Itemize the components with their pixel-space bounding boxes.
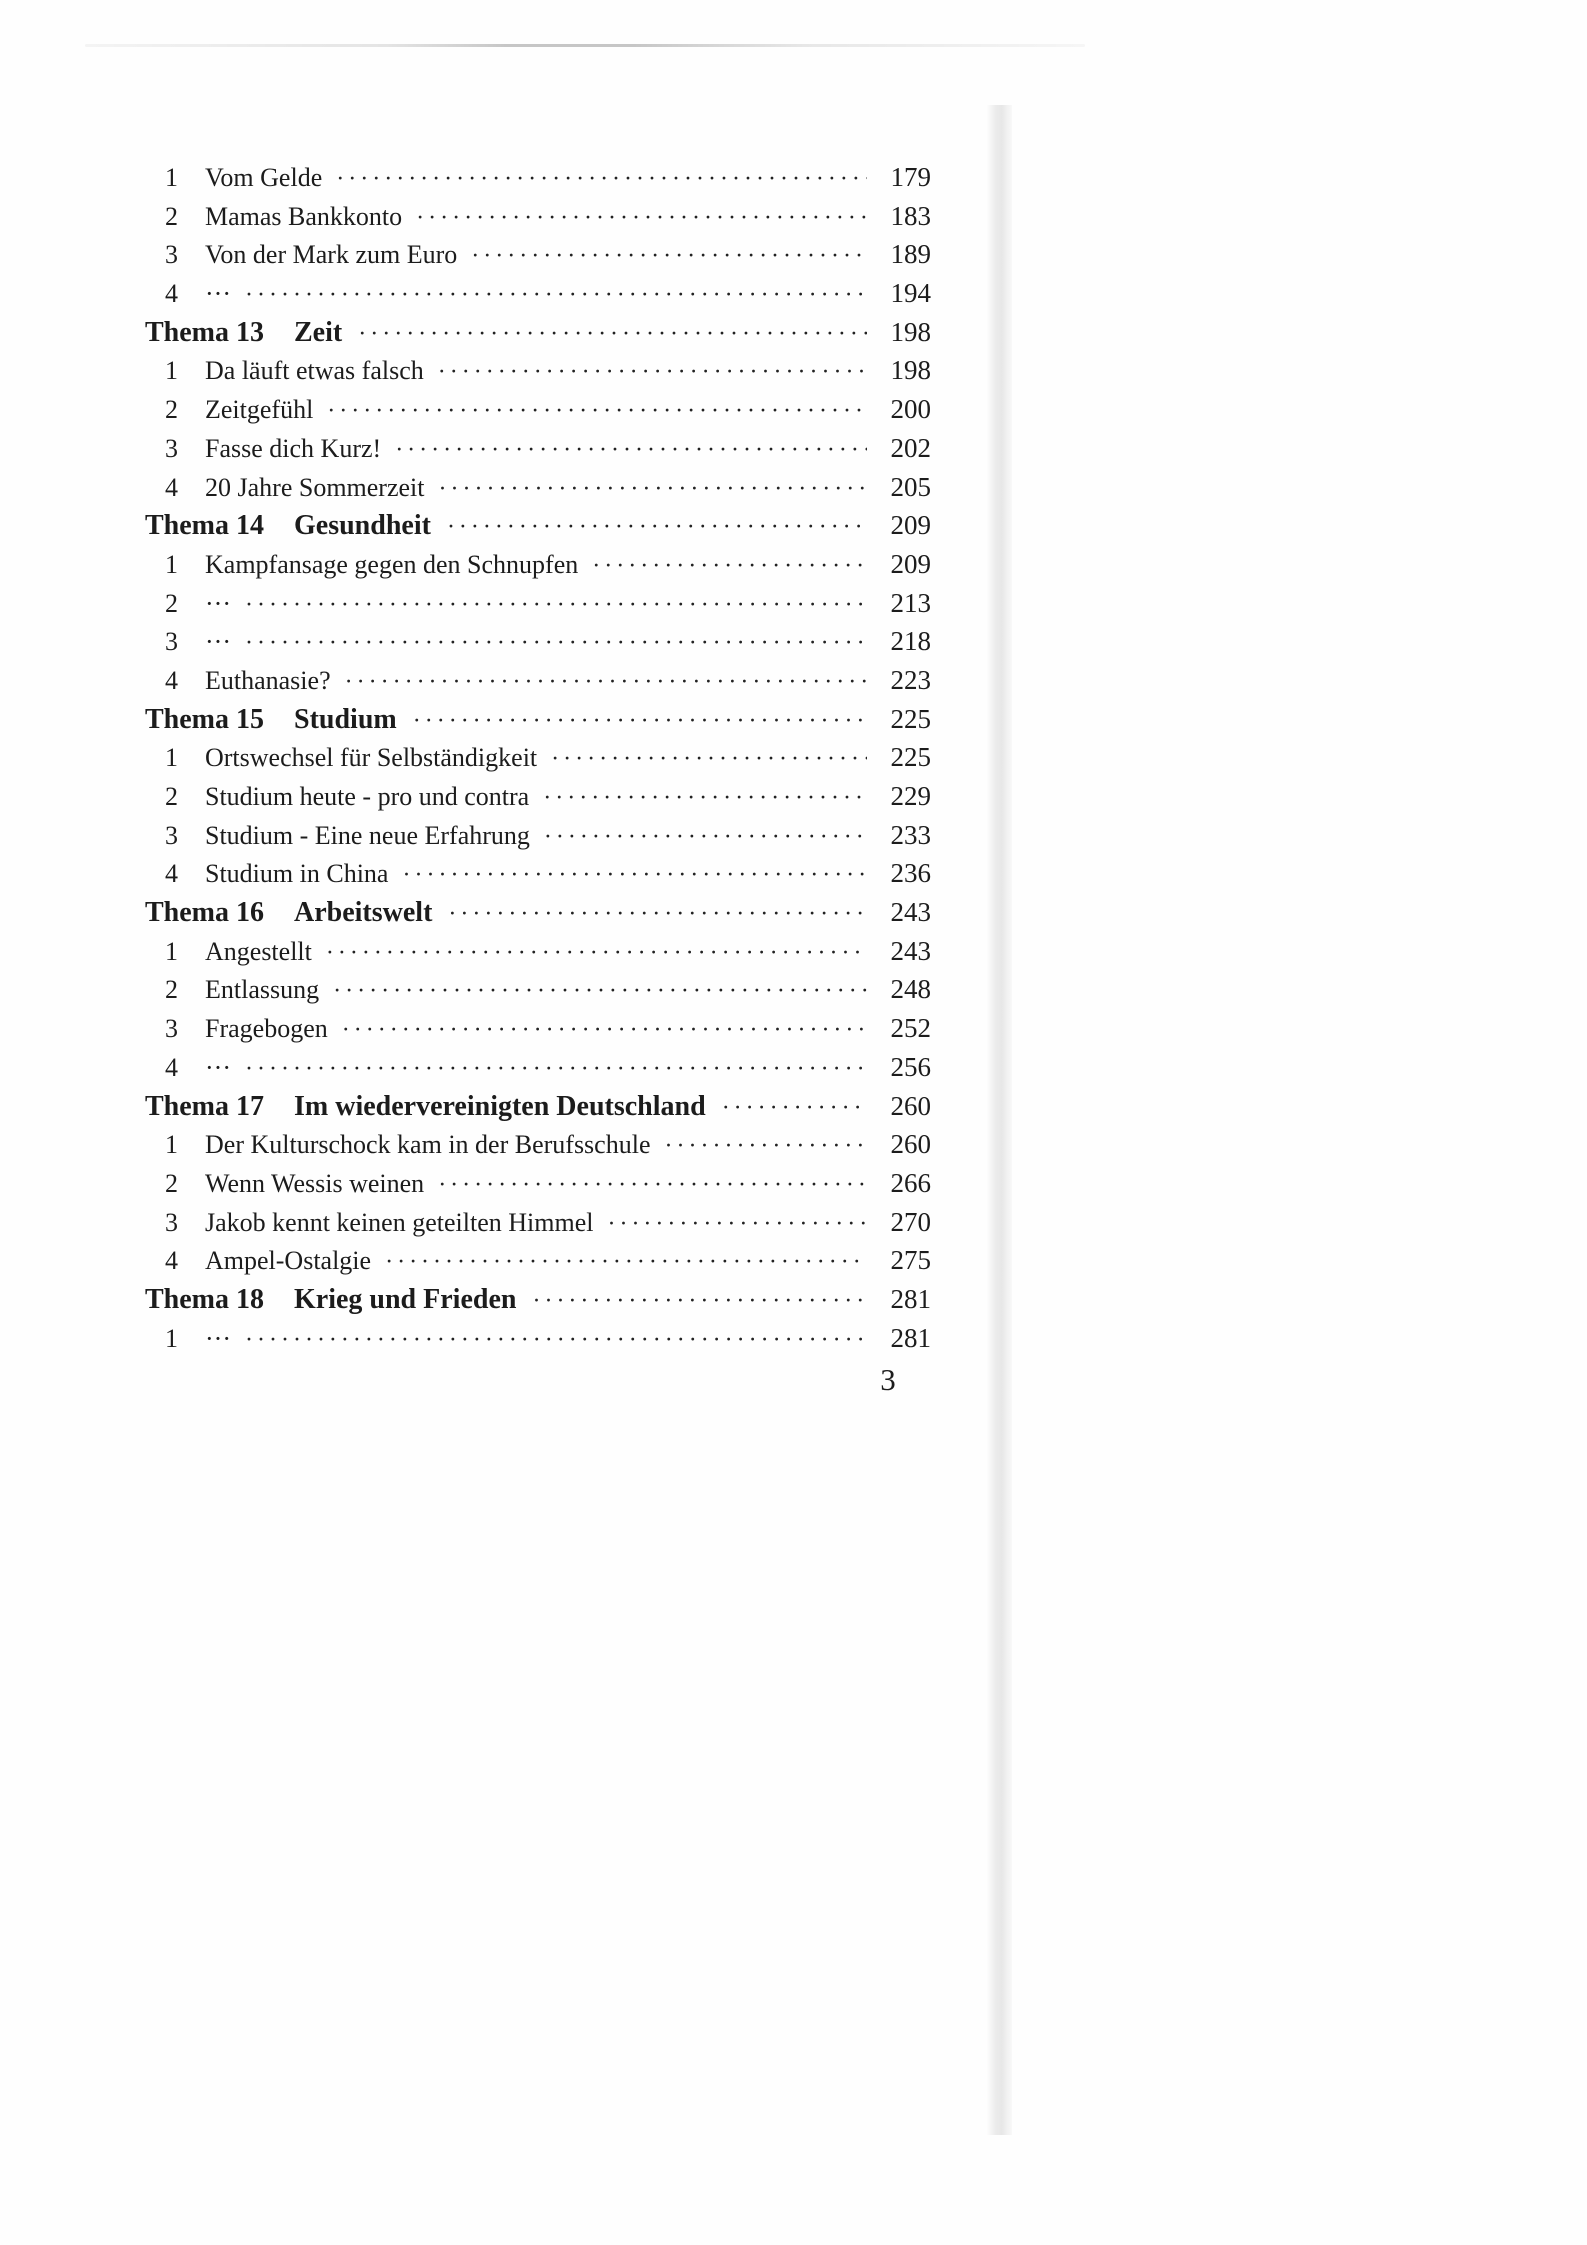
entry-page: 223 [890, 664, 931, 695]
toc-item-row [145, 1164, 931, 1203]
dot-leader [448, 895, 867, 934]
toc-thema-row [145, 1087, 931, 1126]
entry-page: 281 [890, 1322, 931, 1353]
dot-leader [345, 663, 867, 702]
entry-number: 3 [165, 433, 178, 463]
dot-leader [385, 1243, 867, 1282]
entry-title: Gesundheit [294, 510, 431, 542]
entry-title: Fasse dich Kurz! [205, 433, 382, 463]
entry-title: Krieg und Frieden [294, 1283, 517, 1315]
dot-leader [245, 586, 867, 625]
entry-page: 209 [890, 548, 931, 579]
entry-number: 3 [165, 1014, 178, 1044]
entry-page: 218 [890, 626, 931, 657]
entry-page: 256 [890, 1051, 931, 1082]
entry-number: Thema 14 [145, 510, 264, 542]
entry-number: 2 [165, 395, 178, 425]
toc-thema-row [145, 313, 931, 352]
dot-leader [245, 1321, 867, 1360]
entry-title: Angestellt [205, 936, 312, 966]
dot-leader [447, 508, 867, 547]
entry-number: Thema 16 [145, 897, 264, 929]
toc-thema-row [145, 893, 931, 932]
toc-item-row [145, 158, 931, 197]
toc-item-row [145, 1203, 931, 1242]
entry-page: 248 [890, 974, 931, 1005]
dot-leader [722, 1089, 867, 1128]
dot-leader [245, 1050, 867, 1089]
entry-page: 260 [890, 1129, 931, 1160]
entry-page: 213 [890, 587, 931, 618]
entry-title: Studium heute - pro und contra [205, 782, 530, 811]
entry-number: 1 [165, 936, 178, 966]
entry-number: 2 [165, 1168, 178, 1198]
entry-page: 281 [890, 1283, 931, 1314]
entry-number: 3 [165, 820, 178, 850]
toc-item-row [145, 777, 931, 816]
entry-title: Im wiedervereinigten Deutschland [294, 1090, 706, 1122]
entry-number: Thema 15 [145, 703, 264, 735]
toc-item-row [145, 390, 931, 429]
dot-leader [544, 818, 867, 857]
entry-page: 252 [890, 1013, 931, 1044]
entry-page: 266 [890, 1167, 931, 1198]
dot-leader [413, 702, 867, 741]
entry-page: 225 [890, 703, 931, 734]
dot-leader [664, 1127, 867, 1166]
entry-number: Thema 18 [145, 1283, 264, 1315]
entry-number: Thema 13 [145, 316, 264, 348]
dot-leader [326, 934, 867, 973]
entry-page: 236 [890, 858, 931, 889]
entry-number: 4 [165, 1052, 178, 1082]
entry-title: Ampel-Ostalgie [205, 1246, 372, 1276]
entry-title: Wenn Wessis weinen [205, 1168, 425, 1198]
entry-number: Thema 17 [145, 1090, 264, 1122]
entry-title: ··· [205, 588, 231, 618]
dot-leader [342, 1011, 867, 1050]
dot-leader [471, 237, 867, 276]
entry-page: 225 [890, 742, 931, 773]
entry-page: 270 [890, 1206, 931, 1237]
toc-item-row [145, 1048, 931, 1087]
entry-page: 202 [890, 432, 931, 463]
entry-page: 198 [890, 355, 931, 386]
entry-page: 260 [890, 1090, 931, 1121]
toc-item-row [145, 854, 931, 893]
dot-leader [607, 1205, 867, 1244]
dot-leader [336, 160, 867, 199]
entry-page: 275 [890, 1245, 931, 1276]
dot-leader [358, 315, 867, 354]
entry-number: 2 [165, 201, 178, 231]
entry-number: 1 [165, 356, 178, 386]
entry-number: 1 [165, 549, 178, 579]
toc-list [145, 158, 931, 1357]
toc-item-row [145, 738, 931, 777]
toc-item-row [145, 351, 931, 390]
dot-leader [439, 470, 868, 509]
toc-thema-row [145, 1280, 931, 1319]
toc-item-row [145, 1125, 931, 1164]
entry-page: 179 [890, 162, 931, 192]
dot-leader [245, 276, 867, 315]
entry-number: 1 [165, 743, 178, 773]
entry-page: 194 [890, 278, 931, 309]
toc-item-row [145, 932, 931, 971]
entry-number: 4 [165, 665, 178, 695]
dot-leader [327, 392, 867, 431]
dot-leader [532, 1282, 867, 1321]
entry-title: Euthanasie? [205, 665, 331, 695]
entry-number: 1 [165, 163, 178, 192]
page-edge-shadow [986, 105, 1012, 2135]
toc-item-row [145, 1009, 931, 1048]
entry-page: 209 [890, 510, 931, 541]
toc-item-row [145, 584, 931, 623]
entry-title: Ortswechsel für Selbständigkeit [205, 743, 538, 773]
toc-item-row [145, 622, 931, 661]
entry-page: 233 [890, 819, 931, 850]
dot-leader [551, 740, 867, 779]
toc-item-row [145, 1319, 931, 1358]
entry-number: 4 [165, 859, 178, 889]
toc-item-row [145, 197, 931, 236]
entry-number: 1 [165, 1130, 178, 1160]
toc-item-row [145, 468, 931, 507]
entry-number: 1 [165, 1323, 178, 1353]
entry-title: Der Kulturschock kam in der Berufsschule [205, 1130, 651, 1160]
toc-thema-row [145, 700, 931, 739]
toc-item-row [145, 235, 931, 274]
entry-number: 3 [165, 240, 178, 270]
entry-title: ··· [205, 1323, 231, 1353]
entry-page: 243 [890, 897, 931, 928]
entry-number: 3 [165, 1207, 178, 1237]
entry-title: ··· [205, 1052, 231, 1082]
entry-title: Entlassung [205, 975, 320, 1005]
toc-thema-row [145, 506, 931, 545]
entry-title: ··· [205, 279, 231, 309]
entry-title: Jakob kennt keinen geteilten Himmel [205, 1207, 594, 1237]
entry-title: Von der Mark zum Euro [205, 240, 458, 270]
toc-item-row [145, 274, 931, 313]
toc-item-row [145, 661, 931, 700]
dot-leader [438, 353, 867, 392]
toc-item-row [145, 816, 931, 855]
entry-title: Studium - Eine neue Erfahrung [205, 820, 530, 850]
entry-title: Zeitgefühl [205, 395, 314, 425]
entry-page: 243 [890, 935, 931, 966]
entry-number: 4 [165, 1246, 178, 1276]
dot-leader [416, 199, 867, 238]
entry-title: Fragebogen [205, 1014, 328, 1044]
entry-number: 4 [165, 472, 178, 502]
toc-item-row [145, 970, 931, 1009]
entry-title: ··· [205, 627, 231, 657]
entry-title: Zeit [294, 316, 343, 348]
toc-item-row [145, 1241, 931, 1280]
entry-page: 183 [890, 200, 931, 231]
dot-leader [395, 431, 867, 470]
dot-leader [543, 779, 867, 818]
entry-title: Studium in China [205, 859, 389, 889]
entry-page: 200 [890, 394, 931, 425]
entry-title: 20 Jahre Sommerzeit [205, 472, 425, 502]
dot-leader [245, 624, 867, 663]
entry-title: Kampfansage gegen den Schnupfen [205, 549, 579, 579]
entry-number: 3 [165, 627, 178, 657]
scan-artifact-line [85, 44, 1085, 47]
entry-page: 229 [890, 781, 931, 811]
dot-leader [438, 1166, 867, 1205]
toc-item-row [145, 429, 931, 468]
entry-title: Da läuft etwas falsch [205, 356, 424, 386]
dot-leader [592, 547, 867, 586]
entry-number: 2 [165, 975, 178, 1005]
entry-title: Arbeitswelt [294, 897, 433, 929]
entry-title: Studium [294, 703, 397, 735]
entry-title: Vom Gelde [205, 163, 323, 192]
page-number: 3 [880, 1362, 896, 1397]
entry-title: Mamas Bankkonto [205, 201, 403, 231]
dot-leader [402, 856, 867, 895]
dot-leader [333, 972, 867, 1011]
toc-item-row [145, 545, 931, 584]
entry-page: 198 [890, 316, 931, 347]
entry-number: 2 [165, 588, 178, 618]
entry-page: 189 [890, 239, 931, 270]
entry-page: 205 [890, 471, 931, 502]
entry-number: 2 [165, 782, 178, 811]
entry-number: 4 [165, 279, 178, 309]
